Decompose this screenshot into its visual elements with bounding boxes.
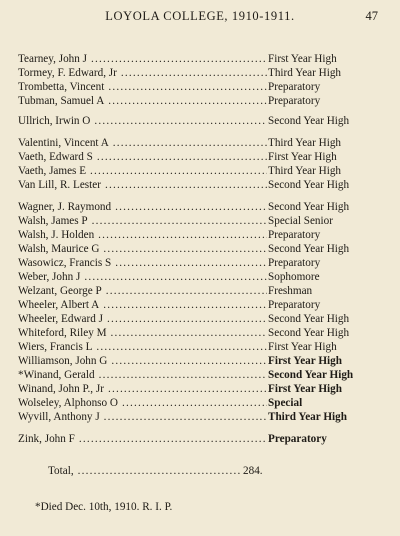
student-name: Wiers, Francis L ..... [18, 340, 268, 354]
student-name: Walsh, Maurice G ..... [18, 242, 268, 256]
list-item [18, 284, 378, 298]
list-item [18, 326, 378, 340]
student-name: Wolseley, Alphonso O ..... [18, 396, 268, 410]
student-name: Tormey, F. Edward, Jr ..... [18, 66, 268, 80]
student-class: Preparatory [268, 257, 321, 269]
student-class: Third Year High [268, 165, 342, 177]
student-class: First Year High [268, 383, 342, 395]
student-class: First Year High [268, 53, 337, 65]
student-name: Wagner, J. Raymond ..... [18, 200, 268, 214]
student-name: Weber, John J ..... [18, 270, 268, 284]
student-name: Zink, John F ..... [18, 432, 268, 446]
student-name: Walsh, J. Holden ..... [18, 228, 268, 242]
list-item [18, 298, 378, 312]
student-class: First Year High [268, 151, 337, 163]
student-class: First Year High [268, 355, 342, 367]
footnote: *Died Dec. 10th, 1910. R. I. P. [35, 501, 173, 513]
list-item [18, 340, 378, 354]
total-row [48, 464, 348, 478]
student-class: Second Year High [268, 327, 350, 339]
student-name: Wheeler, Albert A ..... [18, 298, 268, 312]
list-item [18, 410, 378, 424]
student-name: Ullrich, Irwin O ..... [18, 114, 268, 128]
student-class: Second Year High [268, 313, 350, 325]
student-class: First Year High [268, 341, 337, 353]
list-item [18, 368, 378, 382]
student-name: Tubman, Samuel A ..... [18, 94, 268, 108]
list-item [18, 214, 378, 228]
student-class: Preparatory [268, 299, 321, 311]
list-item [18, 114, 378, 128]
student-class: Third Year High [268, 137, 342, 149]
list-item [18, 178, 378, 192]
list-item [18, 382, 378, 396]
student-class: Special Senior [268, 215, 333, 227]
student-name: Wasowicz, Francis S ..... [18, 256, 268, 270]
student-class: Third Year High [268, 411, 347, 423]
student-name: Welzant, George P ..... [18, 284, 268, 298]
student-name: Tearney, John J ..... [18, 52, 268, 66]
list-item [18, 242, 378, 256]
student-name: Vaeth, James E ..... [18, 164, 268, 178]
student-class: Special [268, 397, 303, 409]
total-value: 284. [243, 465, 263, 477]
student-class: Third Year High [268, 67, 342, 79]
student-name: Walsh, James P ..... [18, 214, 268, 228]
list-item [18, 312, 378, 326]
student-class: Preparatory [268, 95, 321, 107]
student-class: Preparatory [268, 433, 327, 445]
list-item [18, 228, 378, 242]
list-item [18, 354, 378, 368]
student-name: Valentini, Vincent A ..... [18, 136, 268, 150]
student-name: Wyvill, Anthony J ..... [18, 410, 268, 424]
list-item [18, 396, 378, 410]
student-name: Van Lill, R. Lester ..... [18, 178, 268, 192]
list-item [18, 270, 378, 284]
page-header [0, 9, 400, 29]
student-name: Whiteford, Riley M ..... [18, 326, 268, 340]
student-name: Trombetta, Vincent ..... [18, 80, 268, 94]
page-number: 47 [365, 9, 378, 23]
student-name: Vaeth, Edward S ..... [18, 150, 268, 164]
student-name: *Winand, Gerald ..... [18, 368, 268, 382]
list-item [18, 164, 378, 178]
student-class: Second Year High [268, 179, 350, 191]
student-class: Preparatory [268, 229, 321, 241]
list-item [18, 52, 378, 66]
student-class: Second Year High [268, 243, 350, 255]
page-title: LOYOLA COLLEGE, 1910-1911. [105, 9, 295, 23]
total-label: Total, ..... [48, 464, 242, 478]
list-item [18, 94, 378, 108]
list-item [18, 136, 378, 150]
list-item [18, 256, 378, 270]
student-class: Sophomore [268, 271, 320, 283]
student-class: Second Year High [268, 369, 354, 381]
list-item [18, 66, 378, 80]
list-item [18, 432, 378, 446]
student-name: Winand, John P., Jr ..... [18, 382, 268, 396]
list-item [18, 150, 378, 164]
student-class: Freshman [268, 285, 313, 297]
student-name: Wheeler, Edward J ..... [18, 312, 268, 326]
student-name: Williamson, John G ..... [18, 354, 268, 368]
list-item [18, 80, 378, 94]
list-item [18, 200, 378, 214]
student-class: Preparatory [268, 81, 321, 93]
student-class: Second Year High [268, 201, 350, 213]
student-class: Second Year High [268, 115, 350, 127]
